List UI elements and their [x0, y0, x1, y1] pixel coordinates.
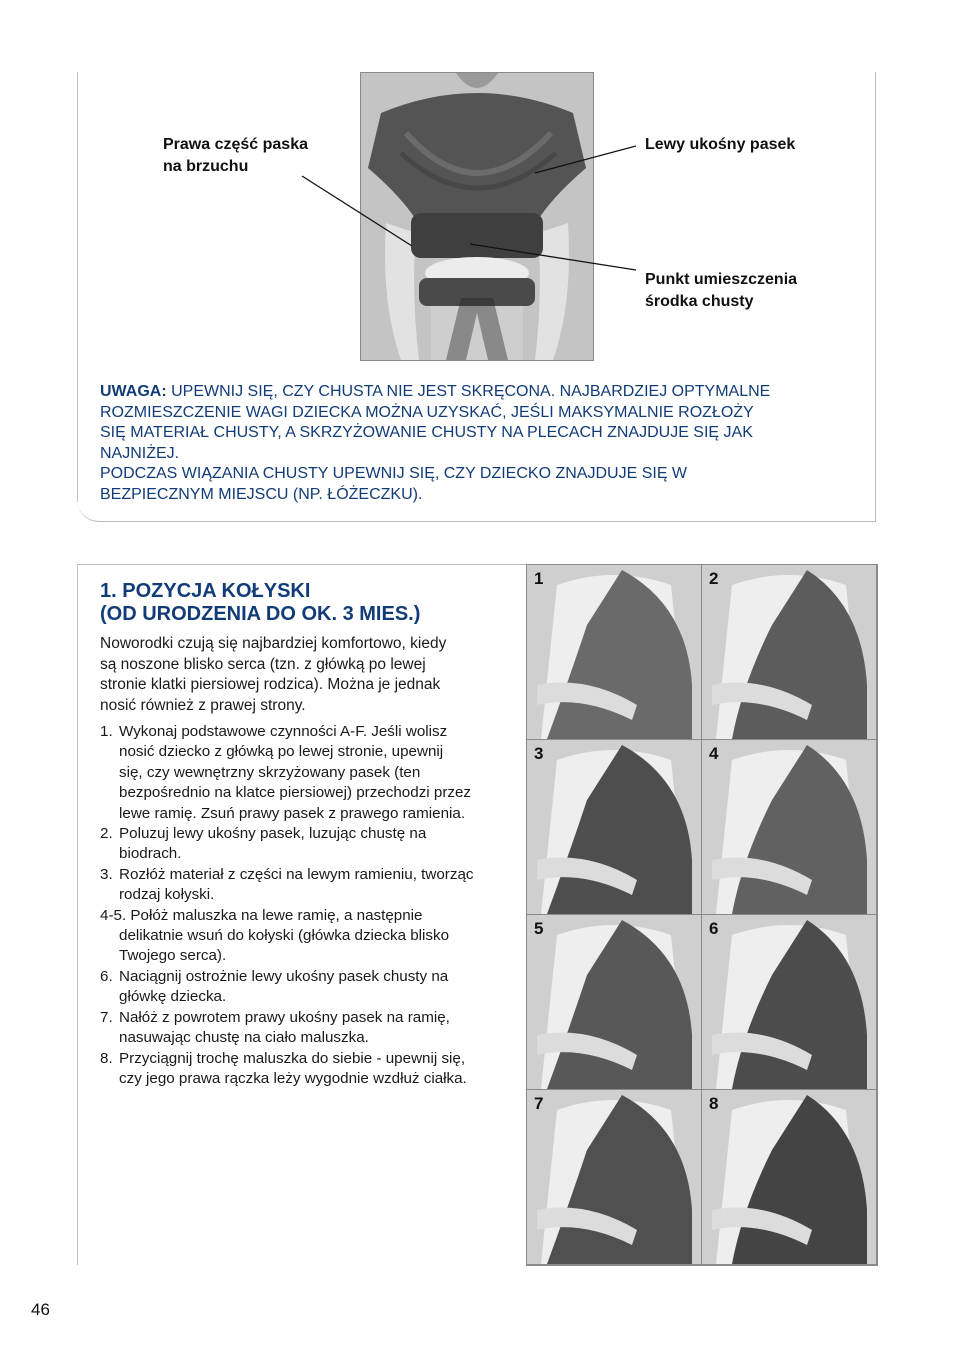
step-photo-number: 3 [534, 744, 544, 763]
steps-list [100, 722, 510, 1089]
step-photo-4 [702, 740, 876, 914]
page-number: 46 [31, 1300, 50, 1319]
step-photo-illustration [527, 915, 701, 1089]
step-photo-illustration [527, 565, 701, 739]
step-photo-number: 1 [534, 569, 544, 588]
step-photo-illustration [702, 565, 876, 739]
step-photo-3 [527, 740, 701, 914]
leader-line-left [302, 176, 412, 246]
step-photo-8 [702, 1090, 876, 1264]
step-photo-illustration [527, 1090, 701, 1264]
step-item: 6. Naciągnij ostrożnie lewy ukośny pasek chusty na główkę dziecka. [100, 967, 449, 1006]
step-photo-number: 5 [534, 919, 544, 938]
warning-lead: UWAGA: [100, 383, 167, 400]
label-left-diagonal-strap: Lewy ukośny pasek [645, 136, 796, 153]
step-photo-number: 6 [709, 919, 719, 938]
warning-note: UWAGA: UPEWNIJ SIĘ, CZY CHUSTA NIE JEST SKRĘCONA. NAJBARDZIEJ OPTYMALNE ROZMIESZCZENIE WAGI DZIECKA MOŻNA UZYSKAĆ, JEŚLI MAKSYMALNIE ROZŁOŻY SIĘ MATERIAŁ CHUSTY, A SKRZYŻOWANIE CHUSTY NA PLECACH ZNAJDUJE SIĘ JAK NAJNIŻEJ. PODCZAS WIĄZANIA CHUSTY UPEWNIJ SIĘ, CZY DZIECKO ZNAJDUJE SIĘ W BEZPIECZNYM MIEJSCU (NP. ŁÓŻECZKU). [100, 383, 771, 503]
label-center-point: Punkt umieszczenia środka chusty [645, 271, 798, 310]
step-photo-illustration [702, 740, 876, 914]
step-photo-illustration [702, 915, 876, 1089]
step-item: 2. Poluzuj lewy ukośny pasek, luzując chustę na biodrach. [100, 825, 427, 863]
step-item: 1. Wykonaj podstawowe czynności A-F. Jeśli wolisz nosić dziecko z główką po lewej stronie, upewnij się, czy wewnętrzny skrzyżowany pasek (ten bezpośrednio na klatce piersiowej) przechodzi przez lewe ramię. Zsuń prawy pasek z prawego ramienia. [100, 723, 472, 822]
step-photo-grid [526, 564, 878, 1266]
bottom-panel-left-rule [77, 688, 78, 1265]
leader-lines [0, 0, 954, 400]
label-right-belt-part: Prawa część paska na brzuchu [163, 136, 308, 175]
step-photo-2 [702, 565, 876, 739]
leader-line-bottom-right [470, 244, 636, 270]
bottom-panel-left-rule-top [77, 564, 78, 688]
step-item: 8. Przyciągnij trochę maluszka do siebie - upewnij się, czy jego prawa rączka leży wygodnie wzdłuż ciałka. [100, 1049, 467, 1087]
section-intro: Noworodki czują się najbardziej komfortowo, kiedy są noszone blisko serca (tzn. z główką po lewej stronie klatki piersiowej rodzica). Można je jednak nosić również z prawej strony. [100, 635, 447, 714]
leader-line-top-right [535, 146, 636, 173]
step-item: 7. Nałóż z powrotem prawy ukośny pasek na ramię, nasuwając chustę na ciało maluszka. [100, 1008, 450, 1047]
step-item: 4-5. Połóż maluszka na lewe ramię, a następnie delikatnie wsuń do kołyski (główka dziecka blisko Twojego serca). [100, 906, 450, 965]
step-photo-7 [527, 1090, 701, 1264]
step-photo-number: 4 [709, 744, 719, 763]
step-photo-6 [702, 915, 876, 1089]
step-photo-number: 2 [709, 569, 719, 588]
step-photo-5 [527, 915, 701, 1089]
step-photo-number: 7 [534, 1094, 544, 1113]
step-photo-1 [527, 565, 701, 739]
step-photo-number: 8 [709, 1094, 719, 1113]
step-photo-illustration [527, 740, 701, 914]
step-photo-illustration [702, 1090, 876, 1264]
section-title: 1. POZYCJA KOŁYSKI (OD URODZENIA DO OK. 3 MIES.) [100, 580, 421, 625]
step-item: 3. Rozłóż materiał z części na lewym ramieniu, tworząc rodzaj kołyski. [100, 865, 474, 904]
